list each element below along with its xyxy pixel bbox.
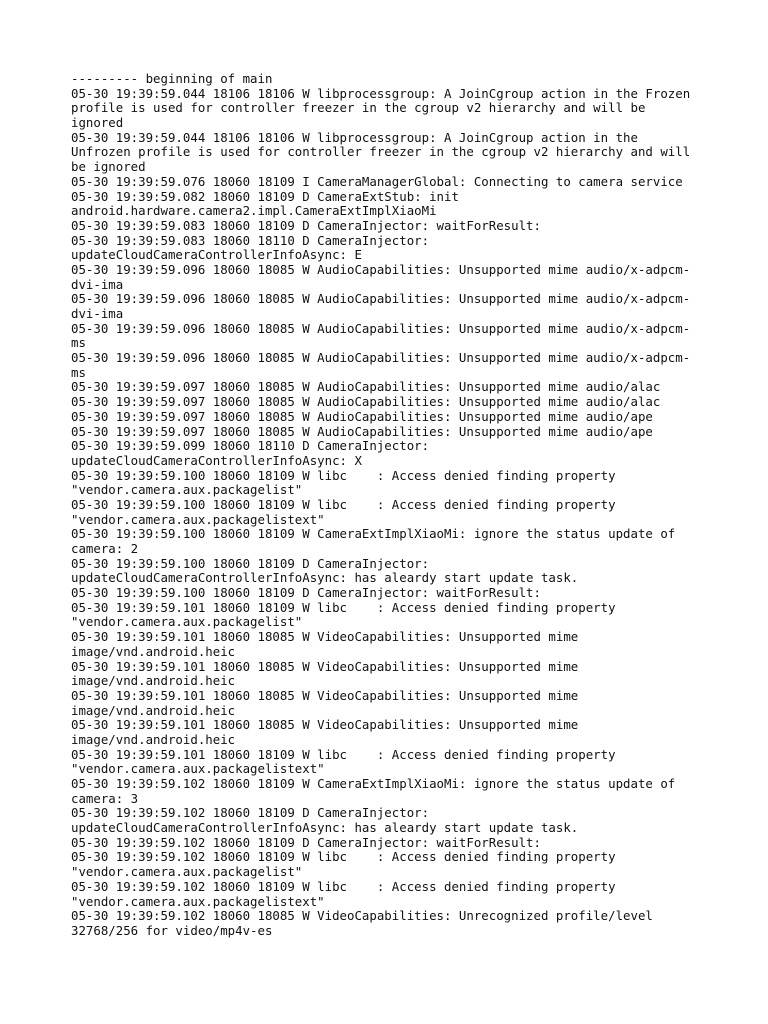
log-line: 05-30 19:39:59.102 18060 18109 D CameraInjector: waitForResult: bbox=[71, 834, 541, 850]
log-line: 05-30 19:39:59.102 18060 18109 W libc : Access denied finding property bbox=[71, 878, 616, 894]
log-line: camera: 2 bbox=[71, 541, 139, 556]
log-line: dvi-ima bbox=[71, 306, 124, 321]
log-line: Unfrozen profile is used for controller freezer in the cgroup v2 hierarchy and will bbox=[71, 144, 691, 160]
log-line: updateCloudCameraControllerInfoAsync: has aleardy start update task. bbox=[71, 570, 579, 586]
log-line: 05-30 19:39:59.099 18060 18110 D CameraInjector: bbox=[71, 438, 430, 454]
log-line: profile is used for controller freezer in the cgroup v2 hierarchy and will be bbox=[71, 100, 646, 116]
log-line: 05-30 19:39:59.102 18060 18109 W libc : Access denied finding property bbox=[71, 849, 616, 865]
log-line: image/vnd.android.heic bbox=[71, 702, 236, 718]
log-line: image/vnd.android.heic bbox=[71, 643, 236, 659]
log-line: 05-30 19:39:59.096 18060 18085 W AudioCapabilities: Unsupported mime audio/x-adpcm- bbox=[71, 261, 691, 277]
log-line: 05-30 19:39:59.044 18106 18106 W libprocessgroup: A JoinCgroup action in the bbox=[71, 129, 638, 145]
log-line: 05-30 19:39:59.100 18060 18109 W libc : Access denied finding property bbox=[71, 496, 616, 512]
log-line: 05-30 19:39:59.076 18060 18109 I CameraManagerGlobal: Connecting to camera service bbox=[71, 173, 683, 189]
log-line: 05-30 19:39:59.082 18060 18109 D CameraExtStub: init bbox=[71, 188, 459, 204]
log-line: 05-30 19:39:59.101 18060 18085 W VideoCapabilities: Unsupported mime bbox=[71, 629, 579, 645]
log-line: camera: 3 bbox=[71, 790, 139, 806]
log-line: 05-30 19:39:59.101 18060 18085 W VideoCapabilities: Unsupported mime bbox=[71, 687, 579, 703]
log-line: "vendor.camera.aux.packagelistext" bbox=[71, 761, 325, 777]
log-line: 05-30 19:39:59.097 18060 18085 W AudioCapabilities: Unsupported mime audio/ape bbox=[71, 408, 653, 424]
log-line: 05-30 19:39:59.100 18060 18109 D CameraInjector: bbox=[71, 555, 430, 571]
log-line: 05-30 19:39:59.096 18060 18085 W AudioCapabilities: Unsupported mime audio/x-adpcm- bbox=[71, 291, 691, 307]
log-line: ms bbox=[71, 364, 86, 380]
log-line: "vendor.camera.aux.packagelistext" bbox=[71, 511, 325, 527]
log-line: 05-30 19:39:59.102 18060 18109 D CameraInjector: bbox=[71, 805, 430, 821]
log-line: "vendor.camera.aux.packagelist" bbox=[71, 864, 303, 880]
log-line: updateCloudCameraControllerInfoAsync: has aleardy start update task. bbox=[71, 820, 579, 836]
log-line: dvi-ima bbox=[71, 276, 124, 292]
log-line: be ignored bbox=[71, 159, 146, 175]
log-line: image/vnd.android.heic bbox=[71, 731, 236, 747]
log-line: 05-30 19:39:59.100 18060 18109 D CameraInjector: waitForResult: bbox=[71, 585, 541, 601]
log-line: --------- beginning of main bbox=[71, 71, 273, 86]
log-line: 05-30 19:39:59.101 18060 18085 W VideoCapabilities: Unsupported mime bbox=[71, 717, 579, 733]
log-line: 05-30 19:39:59.100 18060 18109 W CameraExtImplXiaoMi: ignore the status update of bbox=[71, 526, 676, 542]
log-line: 05-30 19:39:59.083 18060 18109 D CameraInjector: waitForResult: bbox=[71, 217, 541, 233]
log-line: updateCloudCameraControllerInfoAsync: X bbox=[71, 452, 362, 468]
log-line: 05-30 19:39:59.083 18060 18110 D CameraInjector: bbox=[71, 232, 430, 248]
log-line: android.hardware.camera2.impl.CameraExtImplXiaoMi bbox=[71, 203, 437, 219]
log-line: 05-30 19:39:59.096 18060 18085 W AudioCapabilities: Unsupported mime audio/x-adpcm- bbox=[71, 320, 691, 336]
log-line: ms bbox=[71, 335, 86, 351]
log-document bbox=[71, 72, 711, 939]
log-line: 05-30 19:39:59.102 18060 18085 W VideoCapabilities: Unrecognized profile/level bbox=[71, 908, 653, 924]
log-line: "vendor.camera.aux.packagelistext" bbox=[71, 893, 325, 909]
log-line: ignored bbox=[71, 115, 124, 131]
log-line: 05-30 19:39:59.101 18060 18085 W VideoCapabilities: Unsupported mime bbox=[71, 658, 579, 674]
log-line: "vendor.camera.aux.packagelist" bbox=[71, 482, 303, 498]
log-line: 05-30 19:39:59.102 18060 18109 W CameraExtImplXiaoMi: ignore the status update of bbox=[71, 776, 676, 791]
log-line: 05-30 19:39:59.101 18060 18109 W libc : Access denied finding property bbox=[71, 746, 616, 762]
log-line: 32768/256 for video/mp4v-es bbox=[71, 922, 273, 938]
log-line: image/vnd.android.heic bbox=[71, 673, 236, 689]
log-line: 05-30 19:39:59.101 18060 18109 W libc : Access denied finding property bbox=[71, 599, 616, 615]
log-line: 05-30 19:39:59.097 18060 18085 W AudioCapabilities: Unsupported mime audio/alac bbox=[71, 379, 661, 395]
log-line: 05-30 19:39:59.100 18060 18109 W libc : Access denied finding property bbox=[71, 467, 616, 483]
log-line: 05-30 19:39:59.097 18060 18085 W AudioCapabilities: Unsupported mime audio/alac bbox=[71, 394, 661, 410]
log-line: 05-30 19:39:59.096 18060 18085 W AudioCapabilities: Unsupported mime audio/x-adpcm- bbox=[71, 350, 691, 366]
log-line: "vendor.camera.aux.packagelist" bbox=[71, 614, 303, 630]
log-line: 05-30 19:39:59.044 18106 18106 W libprocessgroup: A JoinCgroup action in the Frozen bbox=[71, 85, 691, 101]
log-line: 05-30 19:39:59.097 18060 18085 W AudioCapabilities: Unsupported mime audio/ape bbox=[71, 423, 653, 439]
log-line: updateCloudCameraControllerInfoAsync: E bbox=[71, 247, 362, 263]
